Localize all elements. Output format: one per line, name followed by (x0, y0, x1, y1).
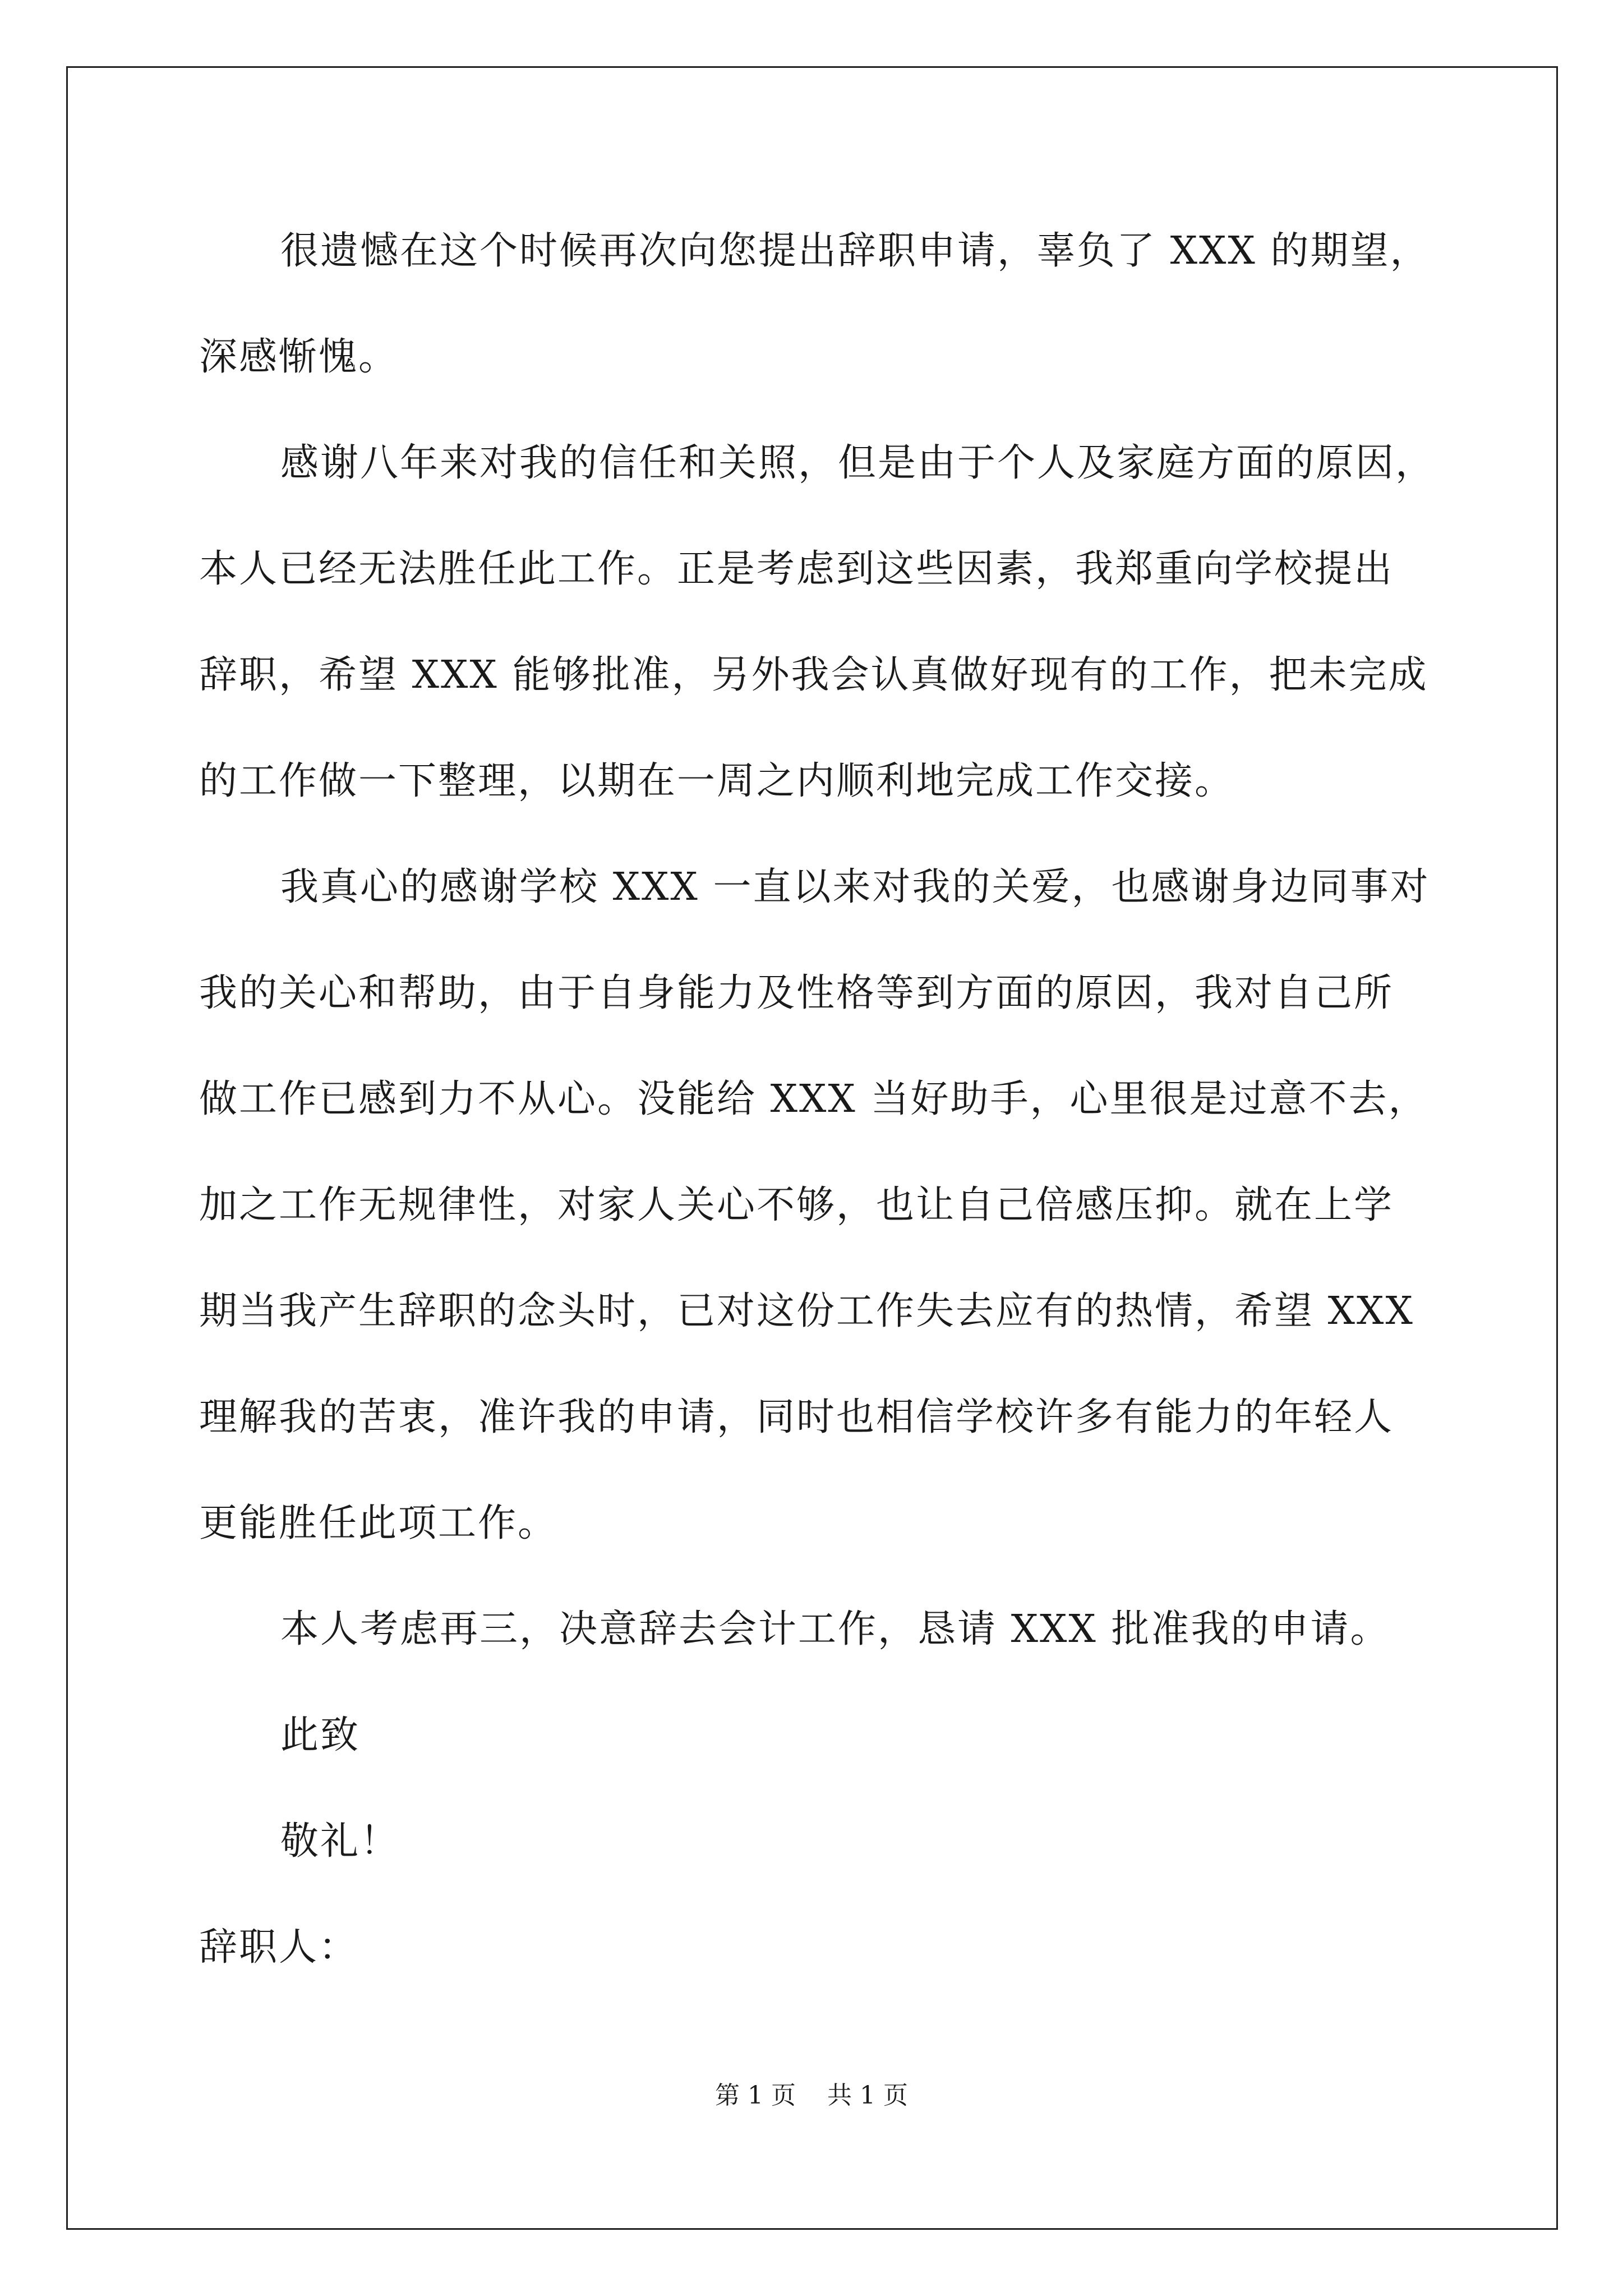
paragraph-line: 感谢八年来对我的信任和关照，但是由于个人及家庭方面的原因， (280, 441, 1436, 485)
paragraph-line: 的工作做一下整理，以期在一周之内顺利地完成工作交接。 (199, 759, 1235, 803)
page-frame (66, 66, 1558, 2230)
paragraph-line: 理解我的苦衷，准许我的申请，同时也相信学校许多有能力的年轻人 (199, 1395, 1394, 1439)
paragraph-line: 很遗憾在这个时候再次向您提出辞职申请，辜负了 XXX 的期望， (280, 229, 1430, 273)
paragraph-line: 我的关心和帮助，由于自身能力及性格等到方面的原因，我对自己所 (199, 971, 1394, 1015)
paragraph-line: 我真心的感谢学校 XXX 一直以来对我的关爱，也感谢身边同事对 (280, 865, 1430, 909)
paragraph-line: 辞职，希望 XXX 能够批准，另外我会认真做好现有的工作，把未完成 (199, 653, 1428, 697)
paragraph-line: 更能胜任此项工作。 (199, 1501, 558, 1545)
paragraph-line: 本人考虑再三，决意辞去会计工作，恳请 XXX 批准我的申请。 (280, 1607, 1390, 1651)
paragraph-line: 期当我产生辞职的念头时，已对这份工作失去应有的热情，希望 XXX (199, 1289, 1414, 1333)
page-total: 共 1 页 (827, 2081, 908, 2110)
page-footer (0, 2079, 1623, 2113)
paragraph-line: 做工作已感到力不从心。没能给 XXX 当好助手，心里很是过意不去， (199, 1077, 1428, 1121)
salutation-line: 敬礼！ (280, 1819, 400, 1864)
page-number: 第 1 页 (715, 2081, 796, 2110)
closing-line: 此致 (280, 1713, 361, 1757)
signature-label: 辞职人： (199, 1925, 359, 1970)
paragraph-line: 深感惭愧。 (199, 335, 399, 379)
paragraph-line: 加之工作无规律性，对家人关心不够，也让自己倍感压抑。就在上学 (199, 1183, 1394, 1227)
paragraph-line: 本人已经无法胜任此工作。正是考虑到这些因素，我郑重向学校提出 (199, 547, 1394, 591)
